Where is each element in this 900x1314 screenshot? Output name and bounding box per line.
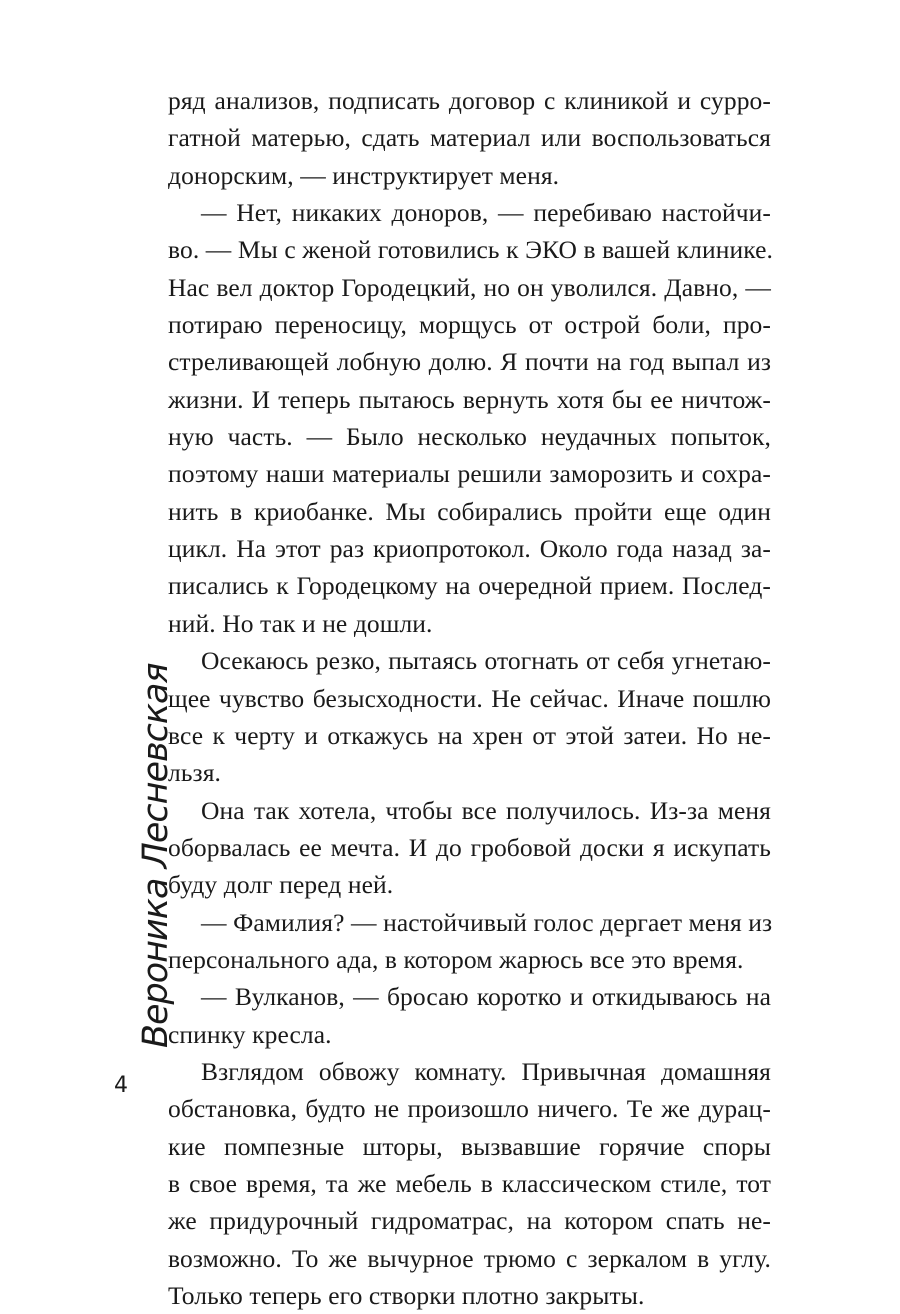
text-line: обстановка, будто не произошло ничего. Те же дурац- [168, 1094, 771, 1124]
text-line: оборвалась ее мечта. И до гробовой доски я искупать [168, 832, 771, 862]
text-line: жизни. И теперь пытаюсь вернуть хотя бы ее ничтож- [168, 384, 771, 414]
text-line: буду долг перед ней. [168, 870, 394, 900]
text-line: стреливающей лобную долю. Я почти на год выпал из [168, 347, 771, 377]
text-line: поэтому наши материалы решили заморозить и сохра- [168, 459, 771, 489]
text-line: — Фамилия? — настойчивый голос дергает меня из [201, 907, 773, 937]
text-line: Осекаюсь резко, пытаясь отогнать от себя угнетаю- [201, 646, 771, 676]
page-number: 4 [114, 1073, 128, 1098]
text-line: донорским, — инструктирует меня. [168, 160, 560, 190]
text-line: нить в криобанке. Мы собирались пройти еще один [168, 496, 771, 526]
text-line: персонального ада, в котором жарюсь все это время. [168, 944, 744, 974]
text-line: Нас вел доктор Городецкий, но он уволился. Давно, — [168, 272, 771, 302]
text-line: же придурочный гидроматрас, на котором спать не- [168, 1206, 771, 1236]
text-line: гатной матерью, сдать материал или воспользоваться [168, 123, 771, 153]
text-line: ряд анализов, подписать договор с клиникой и сурро- [168, 86, 771, 115]
text-line: щее чувство безысходности. Не сейчас. Иначе пошлю [168, 683, 771, 713]
text-line: цикл. На этот раз криопротокол. Около года назад за- [168, 534, 771, 564]
text-line: ную часть. — Было несколько неудачных попыток, [168, 422, 771, 452]
text-line: писались к Городецкому на очередной прием. Послед- [168, 571, 771, 601]
text-line: в свое время, та же мебель в классическом стиле, тот [168, 1168, 771, 1198]
text-line: спинку кресла. [168, 1019, 332, 1049]
text-line: Взглядом обвожу комнату. Привычная домашняя [201, 1056, 771, 1086]
text-line: Только теперь его створки плотно закрыты. [168, 1281, 645, 1310]
text-line: — Вулканов, — бросаю коротко и откидываюсь на [201, 982, 771, 1012]
text-line: во. — Мы с женой готовились к ЭКО в вашей клинике. [168, 235, 773, 265]
text-line: — Нет, никаких доноров, — перебиваю настойчи- [201, 198, 771, 228]
text-line: Она так хотела, чтобы все получилось. Из-за меня [201, 795, 771, 825]
text-line: кие помпезные шторы, вызвавшие горячие споры [168, 1131, 771, 1161]
author-signature: Вероника Лесневская [136, 663, 176, 1048]
text-line: все к черту и откажусь на хрен от этой затеи. Но не- [168, 720, 771, 750]
text-line: возможно. То же вычурное трюмо с зеркалом в углу. [168, 1243, 771, 1273]
text-line: потираю переносицу, морщусь от острой боли, про- [168, 310, 771, 340]
body-text [168, 82, 771, 1314]
text-line: льзя. [168, 758, 222, 788]
text-line: ний. Но так и не дошли. [168, 608, 433, 638]
